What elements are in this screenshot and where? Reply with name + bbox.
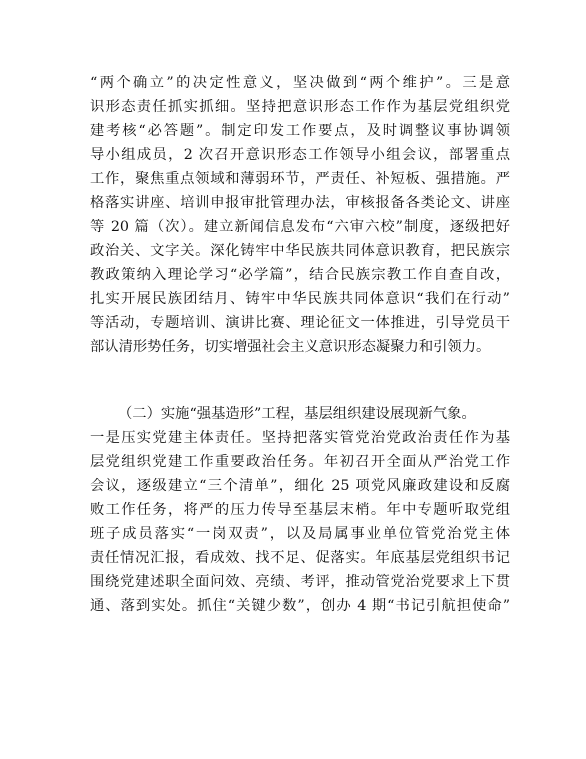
text-line: 教政策纳入理论学习“必学篇”，结合民族宗教工作自查自改， (90, 267, 510, 283)
text-line: 等活动，专题培训、演讲比赛、理论征文一体推进，引导党员干 (90, 315, 510, 331)
text-line: 格落实讲座、培训申报审批管理办法，审核报备各类论文、讲座 (90, 195, 510, 211)
text-line: 建考核“必答题”。制定印发工作要点，及时调整议事协调领 (90, 123, 510, 139)
text-line: 责任情况汇报，看成效、找不足、促落实。年底基层党组织书记 (90, 550, 510, 566)
paragraph-ideology-work (90, 71, 510, 359)
text-line: 部认清形势任务，切实增强社会主义意识形态凝聚力和引领力。 (90, 339, 491, 355)
text-line: 政治关、文字关。深化铸牢中华民族共同体意识教育，把民族宗 (90, 243, 510, 259)
text-line: 会议，逐级建立“三个清单”，细化 25 项党风廉政建设和反腐 (90, 478, 510, 494)
text-line: 工作，聚焦重点领域和薄弱环节，严责任、补短板、强措施。严 (90, 171, 510, 187)
text-line: 一是压实党建主体责任。坚持把落实管党治党政治责任作为基 (90, 430, 510, 446)
text-line: 导小组成员，2 次召开意识形态工作领导小组会议，部署重点 (90, 147, 510, 163)
text-line: 败工作任务，将严的压力传导至基层末梢。年中专题听取党组 (90, 502, 510, 518)
section-heading-line: （二）实施“强基造形”工程，基层组织建设展现新气象。 (118, 406, 476, 422)
text-line: 等 20 篇（次）。建立新闻信息发布“六审六校”制度，逐级把好 (90, 219, 510, 235)
text-line: “两个确立”的决定性意义，坚决做到“两个维护”。三是意 (90, 75, 510, 91)
paragraph-grassroots-organization (90, 402, 510, 618)
text-line: 班子成员落实“一岗双责”，以及局属事业单位管党治党主体 (90, 526, 510, 542)
text-line: 识形态责任抓实抓细。坚持把意识形态工作作为基层党组织党 (90, 99, 510, 115)
text-line: 围绕党建述职全面问效、亮绩、考评，推动管党治党要求上下贯 (90, 574, 510, 590)
text-line: 通、落到实处。抓住“关键少数”，创办 4 期“书记引航担使命” (90, 598, 510, 614)
text-line: 层党组织党建工作重要政治任务。年初召开全面从严治党工作 (90, 454, 510, 470)
text-line: 扎实开展民族团结月、铸牢中华民族共同体意识“我们在行动” (90, 291, 510, 307)
